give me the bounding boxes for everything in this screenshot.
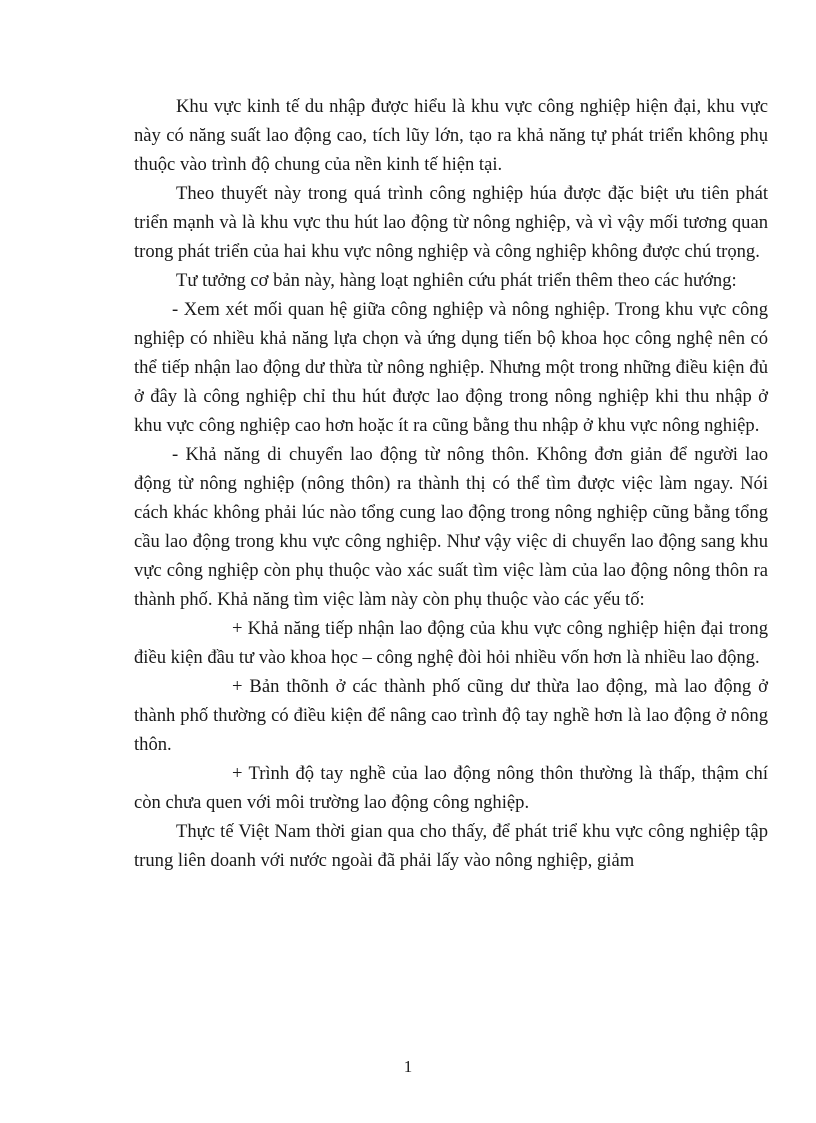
paragraph-theory: Theo thuyết này trong quá trình công nghiệp húa được đặc biệt ưu tiên phát triển mạnh và là khu vực thu hút lao động từ nông nghiệp, và vì vậy mối tương quan trong phát triển của hai khu vực nông nghiệp và công nghiệp không được chú trọng. — [134, 183, 768, 262]
paragraph-vietnam-reality: Thực tế Việt Nam thời gian qua cho thấy, để phát triể khu vực công nghiệp tập trung liên doanh với nước ngoài đã phải lấy vào nông nghiệp, giảm — [134, 821, 768, 871]
page-number: 1 — [403, 1057, 413, 1076]
paragraph-labor-migration: - Khả năng di chuyển lao động từ nông thôn. Không đơn giản để người lao động từ nông nghiệp (nông thôn) ra thành thị có thể tìm được việc làm ngay. Nói cách khác không phải lúc nào tổng cung lao động trong nông nghiệp cũng bằng tổng cầu lao động trong khu vực công nghiệp. Như vậy việc di chuyển lao động sang khu vực công nghiệp còn phụ thuộc vào xác suất tìm việc làm của lao động nông thôn ra thành phố. Khả năng tìm việc làm này còn phụ thuộc vào các yếu tố: — [134, 444, 768, 610]
paragraph-factor-absorption: + Khả năng tiếp nhận lao động của khu vực công nghiệp hiện đại trong điều kiện đầu tư vào khoa học – công nghệ đòi hỏi nhiều vốn hơn là nhiều lao động. — [134, 618, 768, 668]
paragraph-factor-urban-surplus: + Bản thõnh ở các thành phố cũng dư thừa lao động, mà lao động ở thành phố thường có điều kiện để nâng cao trình độ tay nghề hơn là lao động ở nông thôn. — [134, 676, 768, 755]
paragraph-industry-agriculture-relation: - Xem xét mối quan hệ giữa công nghiệp và nông nghiệp. Trong khu vực công nghiệp có nhiều khả năng lựa chọn và ứng dụng tiến bộ khoa học công nghệ nên có thể tiếp nhận lao động dư thừa từ nông nghiệp. Nhưng một trong những điều kiện đủ ở đây là công nghiệp chỉ thu hút được lao động trong nông nghiệp khi thu nhập ở khu vực công nghiệp cao hơn hoặc ít ra cũng bằng thu nhập ở khu vực nông nghiệp. — [134, 299, 768, 436]
paragraph-factor-skill-level: + Trình độ tay nghề của lao động nông thôn thường là thấp, thậm chí còn chưa quen với môi trường lao động công nghiệp. — [134, 763, 768, 813]
document-body — [134, 92, 768, 875]
paragraph-research-directions: Tư tưởng cơ bản này, hàng loạt nghiên cứu phát triển thêm theo các hướng: — [176, 270, 737, 291]
paragraph-economic-sector: Khu vực kinh tế du nhập được hiểu là khu vực công nghiệp hiện đại, khu vực này có năng suất lao động cao, tích lũy lớn, tạo ra khả năng tự phát triển không phụ thuộc vào trình độ chung của nền kinh tế hiện tại. — [134, 96, 768, 175]
